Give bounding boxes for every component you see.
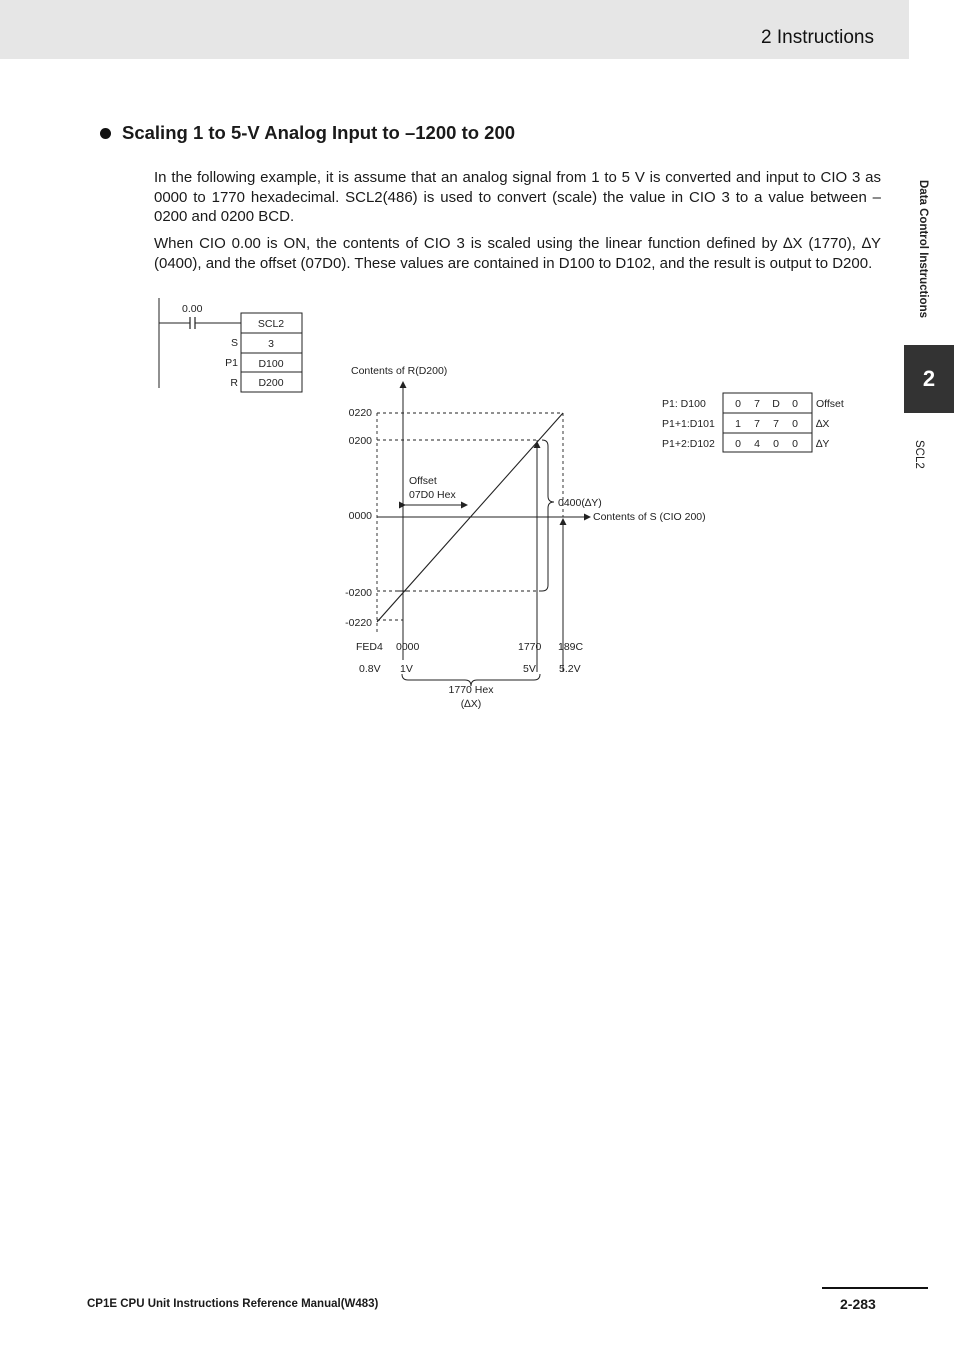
x-tick: FED4 xyxy=(356,641,383,653)
paragraph-1: In the following example, it is assume that an analog signal from 1 to 5 V is converted and input to CIO 3 as 0000 to 1770 hexadecimal. SCL2(486) is used to convert (scale) the value in CIO 3 to a value between –0200 and 0200 BCD. xyxy=(154,169,881,225)
parameter-table xyxy=(655,390,855,460)
x-tick: 0000 xyxy=(396,641,420,653)
offset-label: Offset xyxy=(409,475,437,487)
chapter-title: 2 Instructions xyxy=(761,27,874,48)
param-digit: D xyxy=(772,398,780,410)
instruction-mnemonic: SCL2 xyxy=(257,318,285,330)
voltage-tick: 1V xyxy=(400,663,413,675)
section-heading xyxy=(100,122,515,144)
voltage-tick: 5.2V xyxy=(559,663,581,675)
section-side-label: Data Control Instructions xyxy=(917,180,929,319)
delta-y-label: 0400(∆Y) xyxy=(558,497,602,509)
y-tick: -0200 xyxy=(345,587,372,599)
page-number: 2-283 xyxy=(840,1296,876,1312)
operand-name: R xyxy=(230,377,238,389)
voltage-tick: 0.8V xyxy=(359,663,381,675)
param-digit: 0 xyxy=(792,438,798,450)
param-digit: 0 xyxy=(792,418,798,430)
param-digit: 0 xyxy=(773,438,779,450)
delta-x-sublabel: (∆X) xyxy=(460,698,482,710)
ladder-diagram xyxy=(150,295,310,395)
y-axis-label: Contents of R(D200) xyxy=(351,365,448,377)
x-tick: 1770 xyxy=(518,641,542,653)
param-digit: 0 xyxy=(735,398,741,410)
paragraph-2: When CIO 0.00 is ON, the contents of CIO 3 is scaled using the linear function defined by ∆X (1770), ∆Y (0400), and the offset (07D0). These values are contained in D100 to D102, and the result is output to D200. xyxy=(154,235,881,272)
param-digit: 7 xyxy=(754,418,760,430)
contact-address: 0.00 xyxy=(182,303,203,315)
delta-x-label: 1770 Hex xyxy=(448,684,494,696)
operand-name: P1 xyxy=(225,357,238,369)
delta-y-brace xyxy=(542,440,554,591)
offset-value-label: 07D0 Hex xyxy=(409,489,456,501)
param-label: P1+1:D101 xyxy=(662,418,715,430)
param-label: P1: D100 xyxy=(662,398,706,410)
y-tick: 0200 xyxy=(348,435,372,447)
param-digit: 4 xyxy=(754,438,760,450)
operand-value: 3 xyxy=(268,338,274,350)
footer-rule xyxy=(822,1287,928,1289)
param-note: Offset xyxy=(816,398,844,410)
subsection-side-label: SCL2 xyxy=(913,440,925,469)
guide-lines xyxy=(377,413,563,635)
bullet-icon xyxy=(100,128,111,139)
param-label: P1+2:D102 xyxy=(662,438,715,450)
param-digit: 7 xyxy=(773,418,779,430)
operand-value: D100 xyxy=(258,358,284,370)
param-note: ∆Y xyxy=(816,438,830,450)
param-digit: 1 xyxy=(735,418,741,430)
x-tick: 189C xyxy=(558,641,584,653)
param-digit: 0 xyxy=(735,438,741,450)
y-tick: 0000 xyxy=(348,510,372,522)
operand-name: S xyxy=(230,337,238,349)
y-tick: -0220 xyxy=(345,617,372,629)
param-note: ∆X xyxy=(816,418,830,430)
chapter-tab: 2 xyxy=(904,345,954,413)
param-digit: 7 xyxy=(754,398,760,410)
section-heading-text: Scaling 1 to 5-V Analog Input to –1200 to 200 xyxy=(122,122,516,143)
footer-manual-title: CP1E CPU Unit Instructions Reference Manual(W483) xyxy=(87,1298,379,1310)
x-axis-label: Contents of S (CIO 200) xyxy=(593,511,706,523)
operand-value: D200 xyxy=(258,377,284,389)
param-digit: 0 xyxy=(792,398,798,410)
voltage-tick: 5V xyxy=(523,663,536,675)
y-tick: 0220 xyxy=(348,407,372,419)
